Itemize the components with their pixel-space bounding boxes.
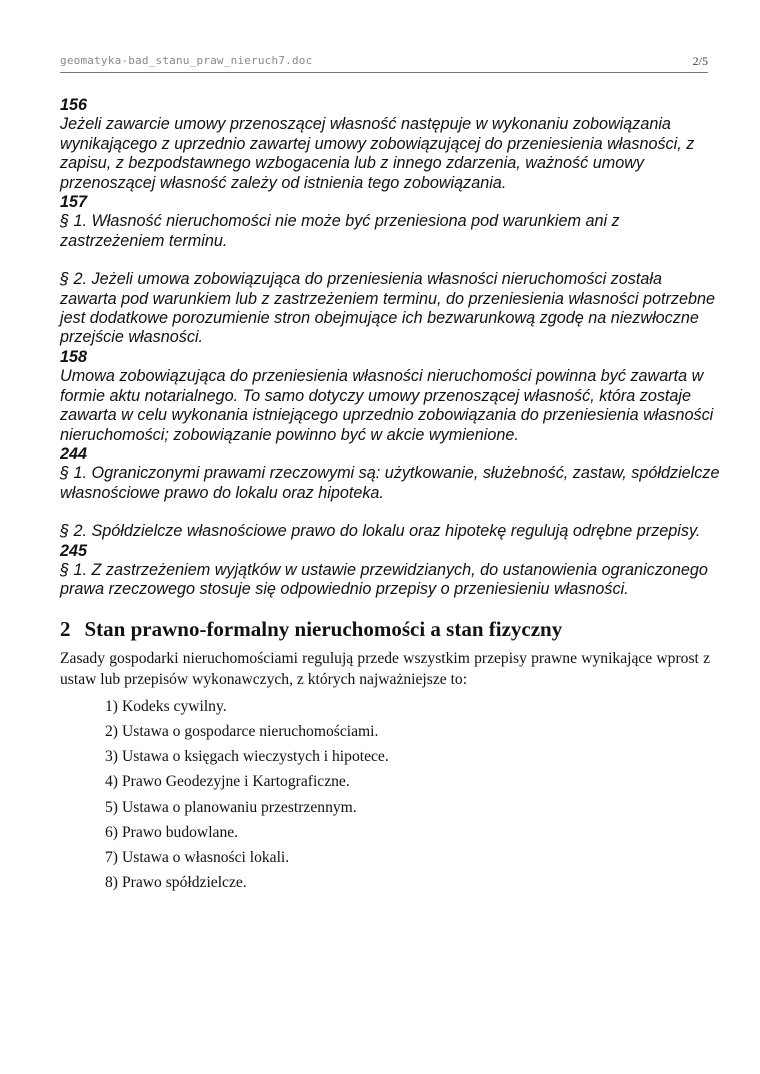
article-158 (60, 348, 720, 445)
page-header (60, 54, 708, 72)
article-number: 156 (60, 96, 88, 114)
laws-list (60, 694, 720, 896)
document-filename: geomatyka-bad_stanu_praw_nieruch7.doc (60, 54, 313, 67)
section-number: 2 (60, 616, 71, 641)
section-intro: Zasady gospodarki nieruchomościami regulują przede wszystkim przepisy prawne wynikające wprost z ustaw lub przepisów wykonawczych, z których najważniejsze to: (60, 649, 710, 688)
list-item: 7) Ustawa o własności lokali. (105, 848, 290, 866)
header-divider (60, 72, 708, 73)
list-item: 5) Ustawa o planowaniu przestrzennym. (105, 798, 357, 816)
document-body (60, 96, 720, 895)
article-number: 245 (60, 541, 88, 560)
article-paragraph: Umowa zobowiązująca do przeniesienia własności nieruchomości powinna być zawarta w formie aktu notarialnego. To samo dotyczy umowy przenoszącej własność, która zostaje zawarta w celu wykonania istniejącego uprzednio zobowiązania do przeniesienia własności nieruchomości; zobowiązanie powinno być w akcie wymienione. (60, 367, 714, 444)
list-item: 8) Prawo spółdzielcze. (105, 874, 247, 892)
article-paragraph: § 2. Jeżeli umowa zobowiązująca do przeniesienia własności nieruchomości została zawarta pod warunkiem lub z zastrzeżeniem terminu, do przeniesienia własności potrzebne jest dodatkowe porozumienie stron obejmujące ich bezwarunkową zgodę na niezwłoczne przejście własności. (60, 270, 716, 347)
article-157 (60, 193, 720, 348)
list-item: 3) Ustawa o księgach wieczystych i hipotece. (105, 748, 389, 766)
list-item: 2) Ustawa o gospodarce nieruchomościami. (105, 722, 379, 740)
article-156 (60, 96, 720, 193)
section-title: Stan prawno-formalny nieruchomości a stan fizyczny (84, 616, 563, 641)
list-item: 1) Kodeks cywilny. (105, 697, 227, 715)
article-paragraph: Jeżeli zawarcie umowy przenoszącej własność następuje w wykonaniu zobowiązania wynikającego z uprzednio zawartej umowy zobowiązującej do przeniesienia własności, z zapisu, z bezpodstawnego wzbogacenia lub z innego zdarzenia, ważność umowy przenoszącej własność zależy od istnienia tego zobowiązania. (60, 115, 695, 192)
article-244 (60, 445, 720, 542)
article-number: 244 (60, 444, 88, 463)
article-number: 158 (60, 347, 88, 366)
list-item: 4) Prawo Geodezyjne i Kartograficzne. (105, 773, 350, 791)
article-paragraph: § 1. Własność nieruchomości nie może być przeniesiona pod warunkiem ani z zastrzeżeniem terminu. (60, 212, 620, 250)
article-paragraph: § 1. Ograniczonymi prawami rzeczowymi są: użytkowanie, służebność, zastaw, spółdzielcze własnościowe prawo do lokalu oraz hipoteka. (60, 464, 720, 502)
list-item: 6) Prawo budowlane. (105, 823, 239, 841)
article-paragraph: § 2. Spółdzielcze własnościowe prawo do lokalu oraz hipotekę regulują odrębne przepisy. (60, 522, 701, 541)
article-245 (60, 542, 720, 600)
article-paragraph: § 1. Z zastrzeżeniem wyjątków w ustawie przewidzianych, do ustanowienia ograniczonego prawa rzeczowego stosuje się odpowiednio przepisy o przeniesieniu własności. (60, 560, 708, 599)
article-number: 157 (60, 193, 88, 212)
page-number: 2/5 (692, 54, 708, 68)
section-heading (60, 616, 720, 642)
